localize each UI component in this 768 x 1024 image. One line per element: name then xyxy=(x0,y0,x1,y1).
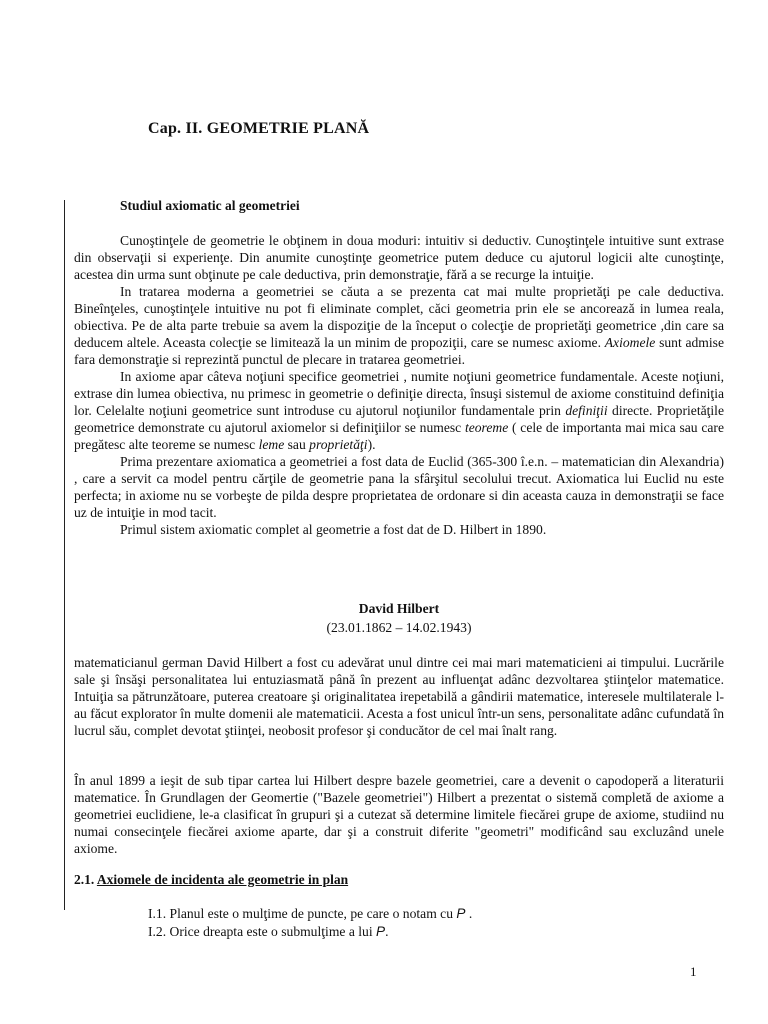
body-text-block-3 xyxy=(74,772,724,857)
paragraph-3-text-e: ). xyxy=(367,437,376,452)
term-leme: leme xyxy=(258,437,285,452)
paragraph-2-text-b: sunt admise fara demonstraţie si reprezintă punctul de plecare in tratarea geometriei. xyxy=(74,335,724,367)
body-text-block-1 xyxy=(74,232,724,538)
paragraph-1: Cunoştinţele de geometrie le obţinem in doua moduri: intuitiv si deductiv. Cunoştinţele intuitive sunt extrase din observaţii si experienţe. Din anumite cunoştinţe geometrice putem deduce cu ajutorul logicii alte cunoştinţe, acestea din urma sunt obţinute pe cale deductiva, prin demonstraţie, fără a se recurge la intuiţie. xyxy=(74,233,724,282)
subsection-title: Axiomele de incidenta ale geometrie in plan xyxy=(96,872,349,887)
section-title: Studiul axiomatic al geometriei xyxy=(120,198,300,213)
term-proprietati: proprietăţi xyxy=(309,437,368,452)
axiom-1-variable: P xyxy=(456,906,466,921)
page-number: 1 xyxy=(690,964,697,979)
axiom-1 xyxy=(148,906,472,922)
margin-bar xyxy=(64,200,65,910)
paragraph-2-text-a: In tratarea moderna a geometriei se căuta a se prezenta cat mai multe proprietăţi pe cale deductiva. Bineînţeles, cunoştinţele intuitive nu pot fi eliminate complet, căci geometria prin ele se ancorează in lumea reala, obiectiva. Pe de alta parte trebuie sa avem la dispoziţie de la început o colecţie de proprietăţi geometrice ,din care sa deducem altele. Aceasta colecţie se limitează la un minim de propoziţii, care se numesc axiome. xyxy=(74,284,724,350)
axiom-2-text: I.2. Orice dreapta este o submulţime a lui xyxy=(148,924,377,939)
paragraph-5: Primul sistem axiomatic complet al geometrie a fost dat de D. Hilbert in 1890. xyxy=(120,522,547,537)
subsection-number: 2.1. xyxy=(74,872,97,887)
subsection-heading xyxy=(74,872,348,888)
paragraph-3 xyxy=(74,368,724,453)
paragraph-6: matematicianul german David Hilbert a fost cu adevărat unul dintre cei mai mari matematicieni ai timpului. Lucrările sale şi însăşi personalitatea lui entuziasmată până în prezent au influenţat adânc dezvoltarea ştiinţelor matematice. Intuiţia sa pătrunzătoare, puterea creatoare şi originalitatea irepetabilă a gândirii matematice, interesele multilaterale l-au făcut explorator în multe domenii ale matematicii. Acesta a fost unicul într-un sens, personalitate adânc cufundată în lucrul său, complet devotat ştiinţei, neobosit profesor şi conducător de cel mai înalt rang. xyxy=(74,655,724,738)
paragraph-2 xyxy=(74,283,724,368)
term-definitii: definiţii xyxy=(565,403,608,418)
axiom-1-text: I.1. Planul este o mulţime de puncte, pe care o notam cu xyxy=(148,906,457,921)
axiom-2 xyxy=(148,924,389,940)
hilbert-dates: (23.01.1862 – 14.02.1943) xyxy=(326,620,472,635)
paragraph-7: În anul 1899 a ieşit de sub tipar cartea lui Hilbert despre bazele geometriei, care a devenit o capodoperă a literaturii matematice. În Grundlagen der Geomertie ("Bazele geometriei") Hilbert a prezentat o sistemă completă de axiome a geometriei euclidiene, le-a clasificat în grupuri şi a cutezat să determine limitele fiecărei grupe de axiome, studiind nu numai consecinţele fiecărei axiome aparte, dar şi a construit diferite "geometri" modificând sau excluzând unele axiome. xyxy=(74,773,724,856)
paragraph-3-text-b: directe. Proprietăţile geometrice demonstrate cu ajutorul axiomelor si definiţiilor se numesc xyxy=(74,403,724,435)
axiom-2-end: . xyxy=(385,924,389,939)
paragraph-3-text-c: ( cele de importanta mai mica sau care pregătesc alte teoreme se numesc xyxy=(74,420,724,452)
axiom-1-end: . xyxy=(465,906,473,921)
hilbert-name: David Hilbert xyxy=(358,601,440,616)
paragraph-4: Prima prezentare axiomatica a geometriei a fost data de Euclid (365-300 î.e.n. – matematician din Alexandria) , care a servit ca model pentru cărţile de geometrie pana la sfârşitul secolului trecut. Axiomatica lui Euclid nu este perfecta; in axiome nu se vorbeşte de pilda despre proprietatea de ordonare si din aceasta cauza in demonstraţii se face uz de intuiţie in mod tacit. xyxy=(74,454,724,520)
body-text-block-2 xyxy=(74,654,724,739)
paragraph-3-text-d: sau xyxy=(284,437,310,452)
paragraph-3-text-a: In axiome apar câteva noţiuni specifice geometriei , numite noţiuni geometrice fundamentale. Aceste noţiuni, extrase din lumea obiectiva, nu primesc in geometrie o definiţie directa, însuşi sistemul de axiome constituind definiţia lor. Celelalte noţiuni geometrice sunt introduse cu ajutorul noţiunilor fundamentale prin xyxy=(74,369,724,418)
chapter-title: Cap. II. GEOMETRIE PLANĂ xyxy=(148,120,370,137)
axiom-2-variable: P xyxy=(376,924,386,939)
term-teoreme: teoreme xyxy=(464,420,509,435)
term-axiomele: Axiomele xyxy=(604,335,656,350)
